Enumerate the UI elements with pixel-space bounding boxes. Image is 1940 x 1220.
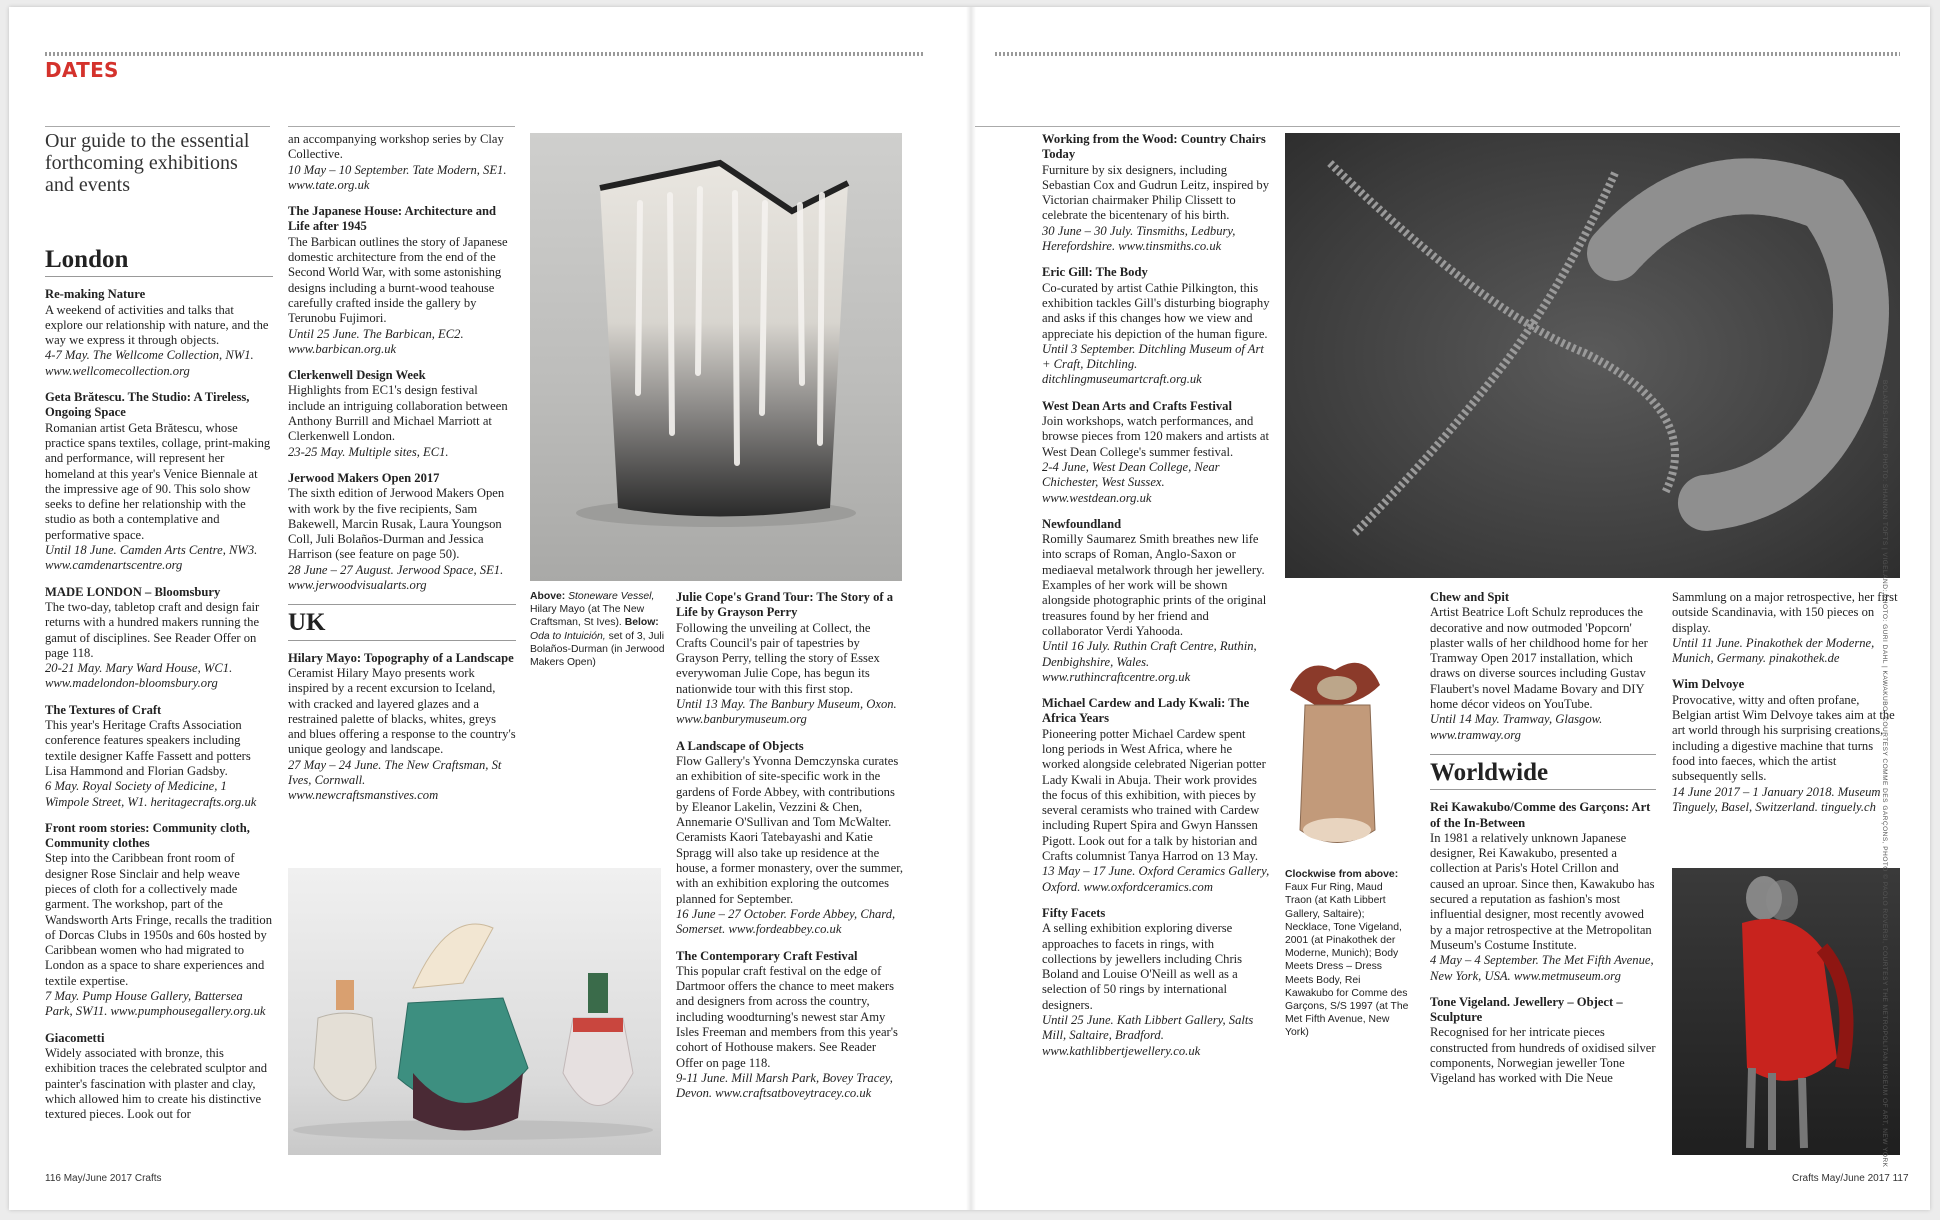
rule-right-top (975, 126, 1900, 127)
listing-item (676, 739, 904, 938)
listing-body: In 1981 a relatively unknown Japanese designer, Rei Kawakubo, presented a collection at Paris's Hotel Crillon and caused an uproar. Since then, Kawakubo has secured a reputation as fashion's most influential designer, most recently avowed by a major retrospective at the Metropolitan Museum's Costume Institute. (1430, 830, 1655, 952)
section-rule (1430, 789, 1656, 790)
listing-item (45, 1031, 273, 1123)
listing-item (1430, 995, 1656, 1087)
listing-title: Hilary Mayo: Topography of a Landscape (288, 650, 514, 665)
listing-meta: 2-4 June, West Dean College, Near Chichester, West Sussex. www.westdean.org.uk (1042, 459, 1220, 505)
listing-body: Romilly Saumarez Smith breathes new life into scraps of Roman, Anglo-Saxon or mediaeval metalwork through her jewellery. Examples of her work will be shown alongside photographic prints of the original treasures found by her friend and collaborator Verdi Yahooda. (1042, 532, 1267, 638)
listing-body: The two-day, tabletop craft and design fair returns with a hundred makers running the gamut of disciplines. See Reader Offer on page 118. (45, 599, 260, 660)
column-4 (676, 590, 904, 1113)
stoneware-vessel-photo (530, 133, 902, 581)
listing-item (1672, 677, 1898, 815)
section-rule (45, 276, 273, 277)
listing-item (1430, 590, 1656, 743)
listing-title: Newfoundland (1042, 516, 1122, 531)
listing-title: Rei Kawakubo/Comme des Garçons: Art of the In-Between (1430, 800, 1651, 830)
listing-meta: 23-25 May. Multiple sites, EC1. (288, 444, 449, 459)
listing-title: Fifty Facets (1042, 905, 1106, 920)
listing-body: Widely associated with bronze, this exhibition traces the celebrated sculptor and painter's fascination with plaster and clay, which allowed him to create his distinctive textured pieces. Look out for (45, 1045, 268, 1122)
page-gutter (966, 7, 976, 1210)
caption-title-above: Stoneware Vessel, (568, 591, 655, 602)
column-london (45, 240, 273, 1133)
section-heading-worldwide: Worldwide (1430, 758, 1549, 786)
section-rule (288, 640, 516, 641)
listing-body: Following the unveiling at Collect, the Crafts Council's pair of tapestries by Grayson Perry, telling the story of Essex everywoman Julie Cope, has begun its nationwide tour with this first stop. (676, 620, 880, 696)
section-heading-london: London (45, 246, 129, 273)
listing-meta: 4 May – 4 September. The Met Fifth Avenue, New York, USA. www.metmuseum.org (1430, 953, 1654, 983)
listing-title: Front room stories: Community cloth, Community clothes (45, 820, 250, 851)
folio-right: Crafts May/June 2017 117 (1792, 1173, 1909, 1184)
column-8 (1672, 590, 1898, 826)
listing-body: A weekend of activities and talks that explore our relationship with nature, and the way we express it through objects. (45, 302, 269, 348)
listing-meta: 14 June 2017 – 1 January 2018. Museum Tinguely, Basel, Switzerland. tinguely.ch (1672, 784, 1881, 814)
listing-item (1042, 906, 1270, 1059)
listing-meta: Until 25 June. Kath Libbert Gallery, Salts Mill, Saltaire, Bradford. www.kathlibbertjewellery.co.uk (1042, 1013, 1254, 1058)
listing-item (1042, 132, 1270, 254)
photo-credit: BOLAÑOS-DURMAN: PHOTO: SHANNON TOFTS | VIGELAND: PHOTO: GURI DAHL | KAWAKUBO: COURTESY COMME DES GARÇONS, PHOTO © PAOLO ROVERSI, COURTESY THE METROPOLITAN MUSEUM OF ART, NEW YORK (1881, 380, 1888, 1168)
faux-fur-ring-image (1275, 650, 1395, 860)
listing-body: The Barbican outlines the story of Japanese domestic architecture from the end of the Second World War, with some astonishing designs including a burnt-wood teahouse carefully crafted inside the gallery by Terunobu Fujimori. (288, 234, 508, 326)
listing-title: Jerwood Makers Open 2017 (288, 470, 440, 485)
listing-title: The Contemporary Craft Festival (676, 948, 858, 963)
listing-title: Tone Vigeland. Jewellery – Object – Sculpture (1430, 994, 1623, 1025)
listing-body: an accompanying workshop series by Clay Collective. (288, 132, 504, 162)
listing-title: Clerkenwell Design Week (288, 368, 426, 383)
listing-item (1042, 696, 1270, 895)
caption-label-above: Above: (530, 591, 566, 602)
listing-meta: 6 May. Royal Society of Medicine, 1 Wimpole Street, W1. heritagecrafts.org.uk (45, 779, 257, 809)
listing-item (288, 368, 516, 460)
folio-left: 116 May/June 2017 Crafts (45, 1173, 162, 1184)
glass-vessels-image (288, 868, 661, 1155)
listing-item (1042, 399, 1270, 506)
listing-body: The sixth edition of Jerwood Makers Open with work by the five recipients, Sam Bakewell, Marcin Rusak, Laura Youngson Coll, Juli Bolaños-Durman and Jessica Harrison (see feature on page 50). (288, 486, 505, 562)
listing-meta: 27 May – 24 June. The New Craftsman, St Ives, Cornwall. www.newcraftsmanstives.com (288, 757, 502, 803)
listing-title: West Dean Arts and Crafts Festival (1042, 398, 1232, 413)
necklace-photo (1285, 133, 1900, 578)
listing-meta: Until 13 May. The Banbury Museum, Oxon. www.banburymuseum.org (676, 697, 897, 727)
listing-item (288, 204, 516, 357)
header-rule-right (995, 52, 1900, 56)
listing-body: Ceramist Hilary Mayo presents work inspired by a recent excursion to Iceland, with cracked and layered glazes and a restrained palette of blacks, whites, greys and blues offering a response to the country's unique geology and landscape. (288, 665, 516, 757)
listing-item (45, 390, 273, 574)
listing-body: Sammlung on a major retrospective, her first outside Scandinavia, with 150 pieces on display. (1672, 590, 1898, 635)
glass-vessels-photo (288, 868, 661, 1155)
dress-image (1672, 868, 1900, 1155)
dress-photo (1672, 868, 1900, 1155)
listing-item (45, 287, 273, 379)
section-rule (1430, 754, 1656, 755)
listing-title: Chew and Spit (1430, 590, 1510, 604)
listing-item (45, 821, 273, 1020)
caption-label-below: Below: (624, 617, 659, 629)
listing-body: Step into the Caribbean front room of designer Rose Sinclair and help weave pieces of cloth for a collectively made garment. The workshop, part of the Wandsworth Arts Fringe, recalls the tradition of Dorcas Clubs in 1950s and 60s hosted by Caribbean women who had migrated to London as a space to share experiences and textile expertise. (45, 851, 273, 988)
listing-item (288, 651, 516, 804)
listing-title: Working from the Wood: Country Chairs Today (1042, 132, 1266, 162)
listing-item (1042, 517, 1270, 685)
section-rule (288, 604, 516, 605)
listing-title: MADE LONDON – Bloomsbury (45, 584, 221, 599)
listing-meta: 20-21 May. Mary Ward House, WC1. www.madelondon-bloomsbury.org (45, 661, 233, 691)
caption-left (530, 590, 665, 669)
caption-title-below: Oda to Intuición, (530, 630, 606, 642)
caption-text-above: Hilary Mayo (at The New Craftsman, St Ives). (530, 604, 645, 629)
listing-title: Michael Cardew and Lady Kwali: The Africa Years (1042, 696, 1250, 726)
listing-title: Julie Cope's Grand Tour: The Story of a Life by Grayson Perry (676, 590, 894, 620)
listing-item (45, 585, 273, 692)
caption-text: Faux Fur Ring, Maud Traon (at Kath Libbert Gallery, Saltaire); Necklace, Tone Vigeland, 2001 (at Pinakothek der Moderne, Munich); Body Meets Dress – Dress Meets Body, Rei Kawakubo for Comme des Garçons, S/S 1997 (at The Met Fifth Avenue, New York) (1285, 882, 1409, 1039)
listing-body: Provocative, witty and often profane, Belgian artist Wim Delvoye takes aim at the art world through his surprising creations, including a digestive machine that turns food into faeces, which the artist subsequently sells. (1672, 692, 1895, 784)
listing-body: Join workshops, watch performances, and browse pieces from 120 makers and artists at West Dean College's summer festival. (1042, 414, 1269, 459)
listing-meta: 9-11 June. Mill Marsh Park, Bovey Tracey, Devon. www.craftsatboveytracey.co.uk (676, 1070, 893, 1101)
listing-title: The Textures of Craft (45, 702, 162, 717)
listing-meta: Until 3 September. Ditchling Museum of Art + Craft, Ditchling. ditchlingmuseumartcraft.org.uk (1042, 341, 1264, 387)
listing-meta: 4-7 May. The Wellcome Collection, NW1. www.wellcomecollection.org (45, 348, 254, 378)
listing-body: Romanian artist Geta Brătescu, whose practice spans textiles, collage, print-making and performance, will represent her homeland at this year's Venice Biennale at the impressive age of 90. This solo show seeks to define her relationship with the studio as both a contemplative and performative space. (45, 420, 271, 542)
listing-meta: Until 25 June. The Barbican, EC2. www.barbican.org.uk (288, 326, 464, 356)
listing-body: Furniture by six designers, including Sebastian Cox and Gudrun Leitz, inspired by Victorian chairmaker Philip Clissett to celebrate the bicentenary of his birth. (1042, 162, 1269, 223)
necklace-image (1285, 133, 1900, 578)
listing-body: Artist Beatrice Loft Schulz reproduces the decorative and now outmoded 'Popcorn' plaster walls of her childhood home for her Tramway Open 2017 installation, which draws on diverse sources including Gustav Flaubert's novel Madame Bovary and DIY home décor videos on YouTube. (1430, 605, 1648, 712)
caption-label: Clockwise from above: (1285, 869, 1399, 880)
listing-title: Geta Brătescu. The Studio: A Tireless, Ongoing Space (45, 390, 250, 420)
listing-item (676, 590, 904, 728)
caption-text-below: set of 3, Juli Bolaños-Durman (in Jerwood Makers Open) (530, 630, 665, 669)
listing-meta: 7 May. Pump House Gallery, Battersea Park, SW11. www.pumphousegallery.org.uk (45, 989, 266, 1019)
listing-body: Highlights from EC1's design festival include an intriguing collaboration between Anthony Burrill and Michael Marriott at Clerkenwell London. (288, 383, 508, 444)
listing-item (288, 471, 516, 593)
column-2 (288, 132, 516, 815)
faux-fur-ring-photo (1275, 650, 1395, 860)
listing-title: Giacometti (45, 1030, 105, 1045)
listing-item (1430, 800, 1656, 984)
listing-title: Wim Delvoye (1672, 677, 1745, 692)
listing-title: Eric Gill: The Body (1042, 265, 1148, 280)
listing-item (676, 949, 904, 1102)
listing-body: Recognised for her intricate pieces constructed from hundreds of oxidised silver components, Norwegian jeweller Tone Vigeland has worked with Die Neue (1430, 1025, 1656, 1086)
listing-meta: Until 16 July. Ruthin Craft Centre, Ruthin, Denbighshire, Wales. www.ruthincraftcentre.org.uk (1042, 639, 1257, 684)
listing-meta: 16 June – 27 October. Forde Abbey, Chard, Somerset. www.fordeabbey.co.uk (676, 906, 896, 937)
header-rule-left (45, 52, 925, 56)
listing-meta: Until 18 June. Camden Arts Centre, NW3. www.camdenartscentre.org (45, 543, 258, 573)
listing-body: This year's Heritage Crafts Association conference features speakers including textile designer Kaffe Fassett and potters Lisa Hammond and Florian Gadsby. (45, 718, 251, 778)
caption-right (1285, 868, 1410, 1040)
listing-body: Flow Gallery's Yvonna Demczynska curates an exhibition of site-specific work in the gardens of Forde Abbey, with contributions by Eleanor Lakelin, Vezzini & Chen, Annemarie O'Sullivan and Tom McWalter. Ceramists Kaori Tatebayashi and Katie Spragg will also take up residence at the house, a former monastery, over the summer, with an exhibition exploring the outcomes planned for September. (676, 753, 904, 906)
listing-body: Pioneering potter Michael Cardew spent long periods in West Africa, where he worked alongside celebrated Nigerian potter Lady Kwali in Abuja. Their work provides the focus of this exhibition, with pieces by several ceramists who trained with Cardew including Rupert Spira and Gwyn Hanssen Pigott. Look out for a talk by historian and Crafts columnist Tanya Harrod on 13 May. (1042, 726, 1266, 864)
listing-meta: 13 May – 17 June. Oxford Ceramics Gallery, Oxford. www.oxfordceramics.com (1042, 864, 1270, 894)
column-7 (1430, 590, 1656, 1098)
listing-meta: Until 14 May. Tramway, Glasgow. www.tramway.org (1430, 712, 1603, 742)
column-5 (1042, 132, 1270, 1070)
listing-body: A selling exhibition exploring diverse approaches to facets in rings, with collections by jewellers including Chris Boland and Louise O'Neill as well as a selection of 50 rings by international designers. (1042, 921, 1243, 1012)
listing-title: The Japanese House: Architecture and Life after 1945 (288, 204, 497, 234)
listing-body: This popular craft festival on the edge of Dartmoor offers the chance to meet makers and designers from across the country, including woodturning's newest star Amy Isles Freeman and members from this year's cohort of Hothouse makers. See Reader Offer on page 118. (676, 963, 898, 1070)
listing-meta: 28 June – 27 August. Jerwood Space, SE1. www.jerwoodvisualarts.org (288, 562, 504, 593)
listing-item (45, 703, 273, 810)
listing-meta: Until 11 June. Pinakothek der Moderne, Munich, Germany. pinakothek.de (1672, 635, 1875, 666)
listing-title: A Landscape of Objects (676, 738, 804, 753)
listing-item (288, 132, 516, 193)
section-heading-uk: UK (288, 609, 326, 637)
listing-title: Re-making Nature (45, 287, 146, 302)
intro-text: Our guide to the essential forthcoming exhibitions and events (45, 130, 250, 196)
section-label: DATES (45, 58, 119, 82)
listing-item (1042, 265, 1270, 387)
listing-body: Co-curated by artist Cathie Pilkington, this exhibition tackles Gill's disturbing biography and asks if this changes how we view and appreciate his depiction of the human figure. (1042, 280, 1270, 341)
rule-col1 (45, 126, 270, 127)
listing-meta: 10 May – 10 September. Tate Modern, SE1. www.tate.org.uk (288, 162, 507, 192)
rule-col2 (288, 126, 515, 127)
listing-item (1672, 590, 1898, 666)
listing-meta: 30 June – 30 July. Tinsmiths, Ledbury, Herefordshire. www.tinsmiths.co.uk (1042, 223, 1236, 254)
stoneware-vessel-image (530, 133, 902, 581)
